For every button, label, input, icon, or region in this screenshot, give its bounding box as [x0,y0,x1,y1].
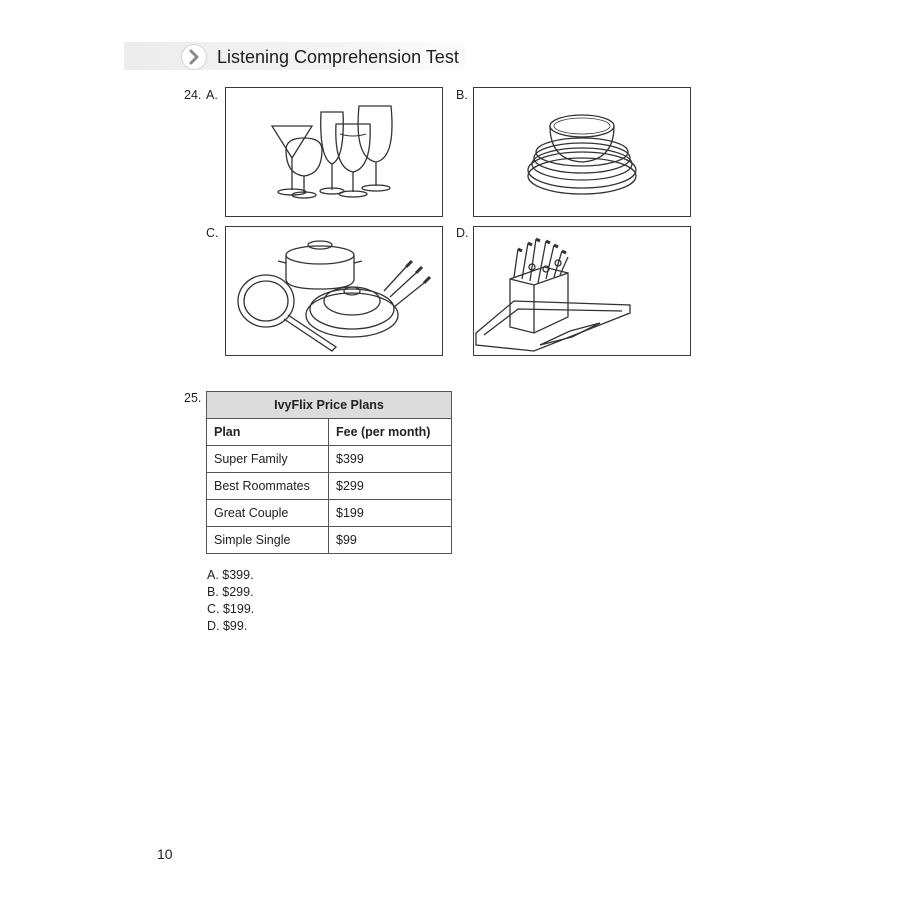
option-a-image-wine-glasses[interactable] [225,87,443,217]
answer-choice-d[interactable]: D. $99. [207,619,248,633]
answer-choice-c[interactable]: C. $199. [207,602,255,616]
table-row [207,446,452,473]
option-b-label: B. [456,88,468,102]
plan-fee: $399 [329,446,452,473]
table-row [207,500,452,527]
option-c-label: C. [206,226,219,240]
table-row [207,473,452,500]
answer-choice-a[interactable]: A. $399. [207,568,254,582]
chevron-right-icon [182,45,206,69]
plan-fee: $299 [329,473,452,500]
plan-name: Best Roommates [207,473,329,500]
table-row [207,527,452,554]
table-header-plan: Plan [207,419,329,446]
plan-fee: $99 [329,527,452,554]
answer-choices [207,567,254,635]
question-24-number: 24. [184,88,202,102]
page-title: Listening Comprehension Test [217,47,459,67]
plan-name: Super Family [207,446,329,473]
page-number: 10 [157,846,173,862]
option-a-label: A. [206,88,218,102]
option-d-image-knife-block[interactable] [473,226,691,356]
table-caption: IvyFlix Price Plans [207,392,452,419]
option-d-label: D. [456,226,469,240]
answer-choice-b[interactable]: B. $299. [207,585,254,599]
option-b-image-stacked-dishes[interactable] [473,87,691,217]
plan-name: Simple Single [207,527,329,554]
question-25-number: 25. [184,391,202,405]
plan-name: Great Couple [207,500,329,527]
option-c-image-pots-and-pans[interactable] [225,226,443,356]
plan-fee: $199 [329,500,452,527]
table-header-fee: Fee (per month) [329,419,452,446]
price-plans-table [206,391,452,554]
